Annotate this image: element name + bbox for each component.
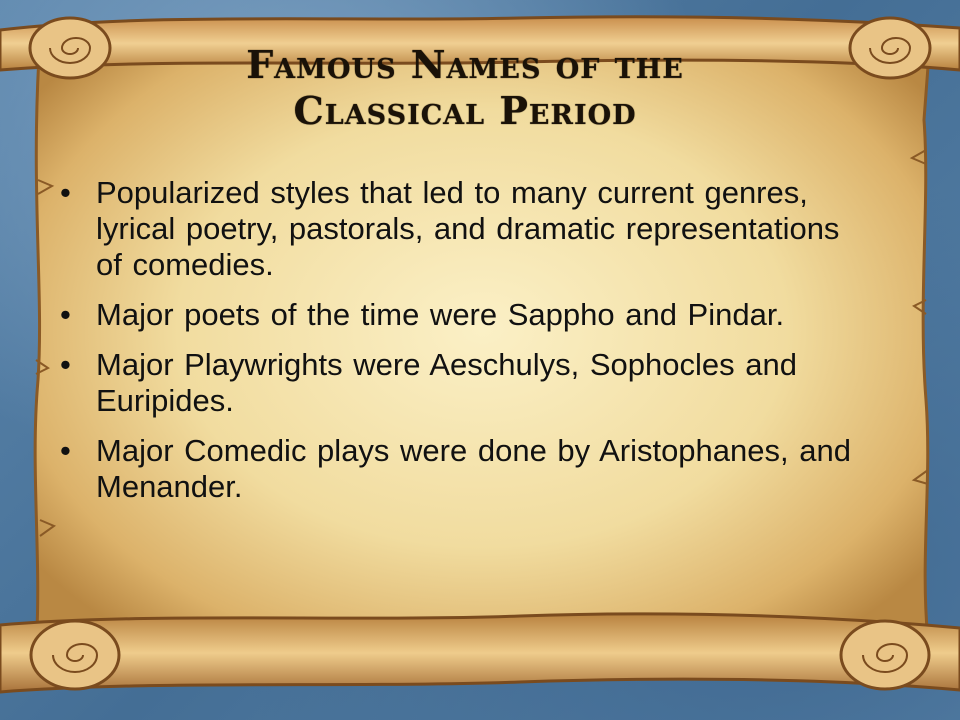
- bullet-dot: •: [60, 297, 71, 332]
- bullet-text: Popularized styles that led to many current genres, lyrical poetry, pastorals, and dramatic representations of comedies.: [96, 175, 840, 282]
- bullet-list: [58, 175, 868, 519]
- bullet-item: [58, 347, 868, 419]
- bullet-dot: •: [60, 175, 71, 210]
- slide-title: [150, 42, 780, 134]
- bullet-item: [58, 433, 868, 505]
- bullet-text: Major Comedic plays were done by Aristophanes, and Menander.: [96, 433, 851, 504]
- title-line-1: Famous Names of the: [246, 42, 684, 87]
- bullet-item: [58, 297, 868, 333]
- bullet-text: Major Playwrights were Aeschulys, Sophocles and Euripides.: [96, 347, 797, 418]
- bullet-dot: •: [60, 433, 71, 468]
- title-line-2: Classical Period: [293, 88, 637, 133]
- bullet-item: [58, 175, 868, 283]
- bullet-dot: •: [60, 347, 71, 382]
- bullet-text: Major poets of the time were Sappho and Pindar.: [96, 297, 785, 332]
